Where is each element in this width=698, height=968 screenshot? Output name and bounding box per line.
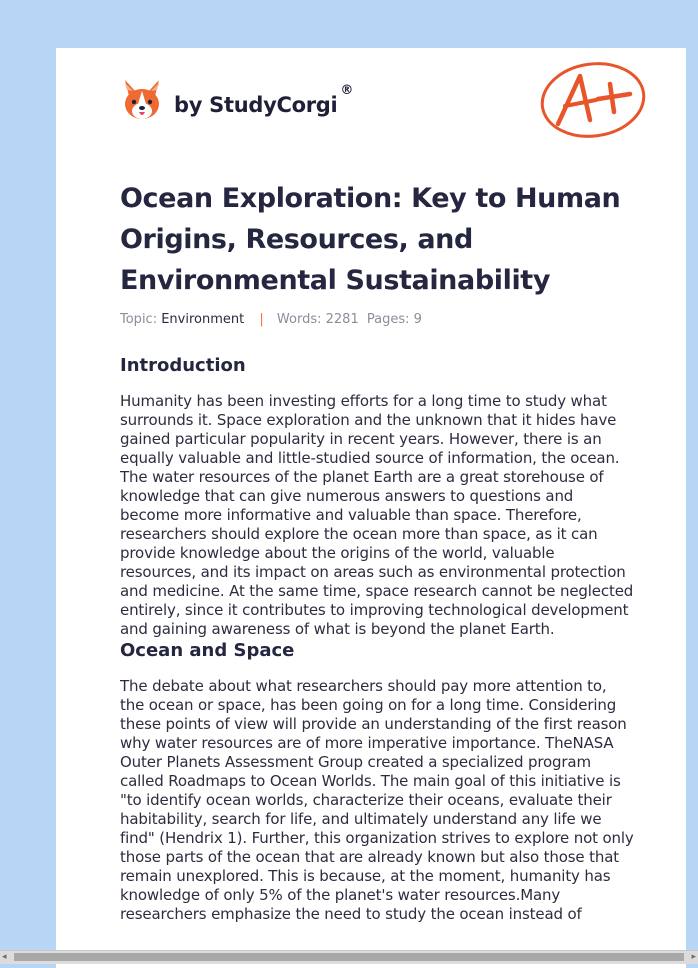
topic-label: Topic: <box>120 312 158 327</box>
section-body-ocean-and-space: The debate about what researchers should pay more attention to, the ocean or space, has been going on for a long time. Considering these points of view will provide an understanding of the first reason why water resources are of more imperative importance. TheNASA Outer Planets Assessment Group created a specialized program called Roadmaps to Ocean Worlds. The main goal of this initiative is "to identify ocean worlds, characterize their oceans, evaluate their habitability, search for life, and ultimately understand any life we find" (Hendrix 1). Further, this organization strives to explore not only those parts of the ocean that are already known but also those that remain unexplored. This is because, at the moment, humanity has knowledge of only 5% of the planet's water resources.Many researchers emphasize the need to study the ocean instead of <box>120 677 634 923</box>
scroll-right-icon[interactable]: ▸ <box>691 952 696 962</box>
meta-separator: | <box>259 312 264 327</box>
words-value: 2281 <box>325 312 359 327</box>
horizontal-scrollbar[interactable] <box>0 950 698 964</box>
section-heading-introduction: Introduction <box>120 355 246 376</box>
scroll-left-icon[interactable]: ◂ <box>2 952 7 962</box>
article-title: Ocean Exploration: Key to Human Origins, Resources, and Environmental Sustainability <box>120 183 621 296</box>
article-meta <box>120 312 422 327</box>
document-page <box>56 48 686 968</box>
scroll-thumb[interactable] <box>14 953 684 961</box>
article-body <box>120 354 634 924</box>
pages-value: 9 <box>413 312 422 327</box>
pages-label: Pages: <box>366 312 410 327</box>
section-body-introduction: Humanity has been investing efforts for a long time to study what surrounds it. Space exploration and the unknown that it hides have gained particular popularity in recent years. However, there is an equally valuable and little-studied source of information, the ocean. The water resources of the planet Earth are a great storehouse of knowledge that can give numerous answers to questions and become more informative and valuable than space. Therefore, researchers should explore the ocean more than space, as it can provide knowledge about the origins of the world, valuable resources, and its impact on areas such as environmental protection and medicine. At the same time, space research cannot be neglected entirely, since it contributes to improving technological development and gaining awareness of what is beyond the planet Earth. <box>120 392 634 638</box>
brand-name: by StudyCorgi <box>174 93 338 117</box>
words-label: Words: <box>276 312 322 327</box>
section-heading-ocean-and-space: Ocean and Space <box>120 640 295 661</box>
topic-link[interactable]: Environment <box>161 312 245 327</box>
studycorgi-logo[interactable] <box>122 76 353 124</box>
corgi-icon <box>122 78 162 122</box>
grade-a-plus-icon <box>538 58 650 142</box>
registered-mark: ® <box>340 82 354 98</box>
